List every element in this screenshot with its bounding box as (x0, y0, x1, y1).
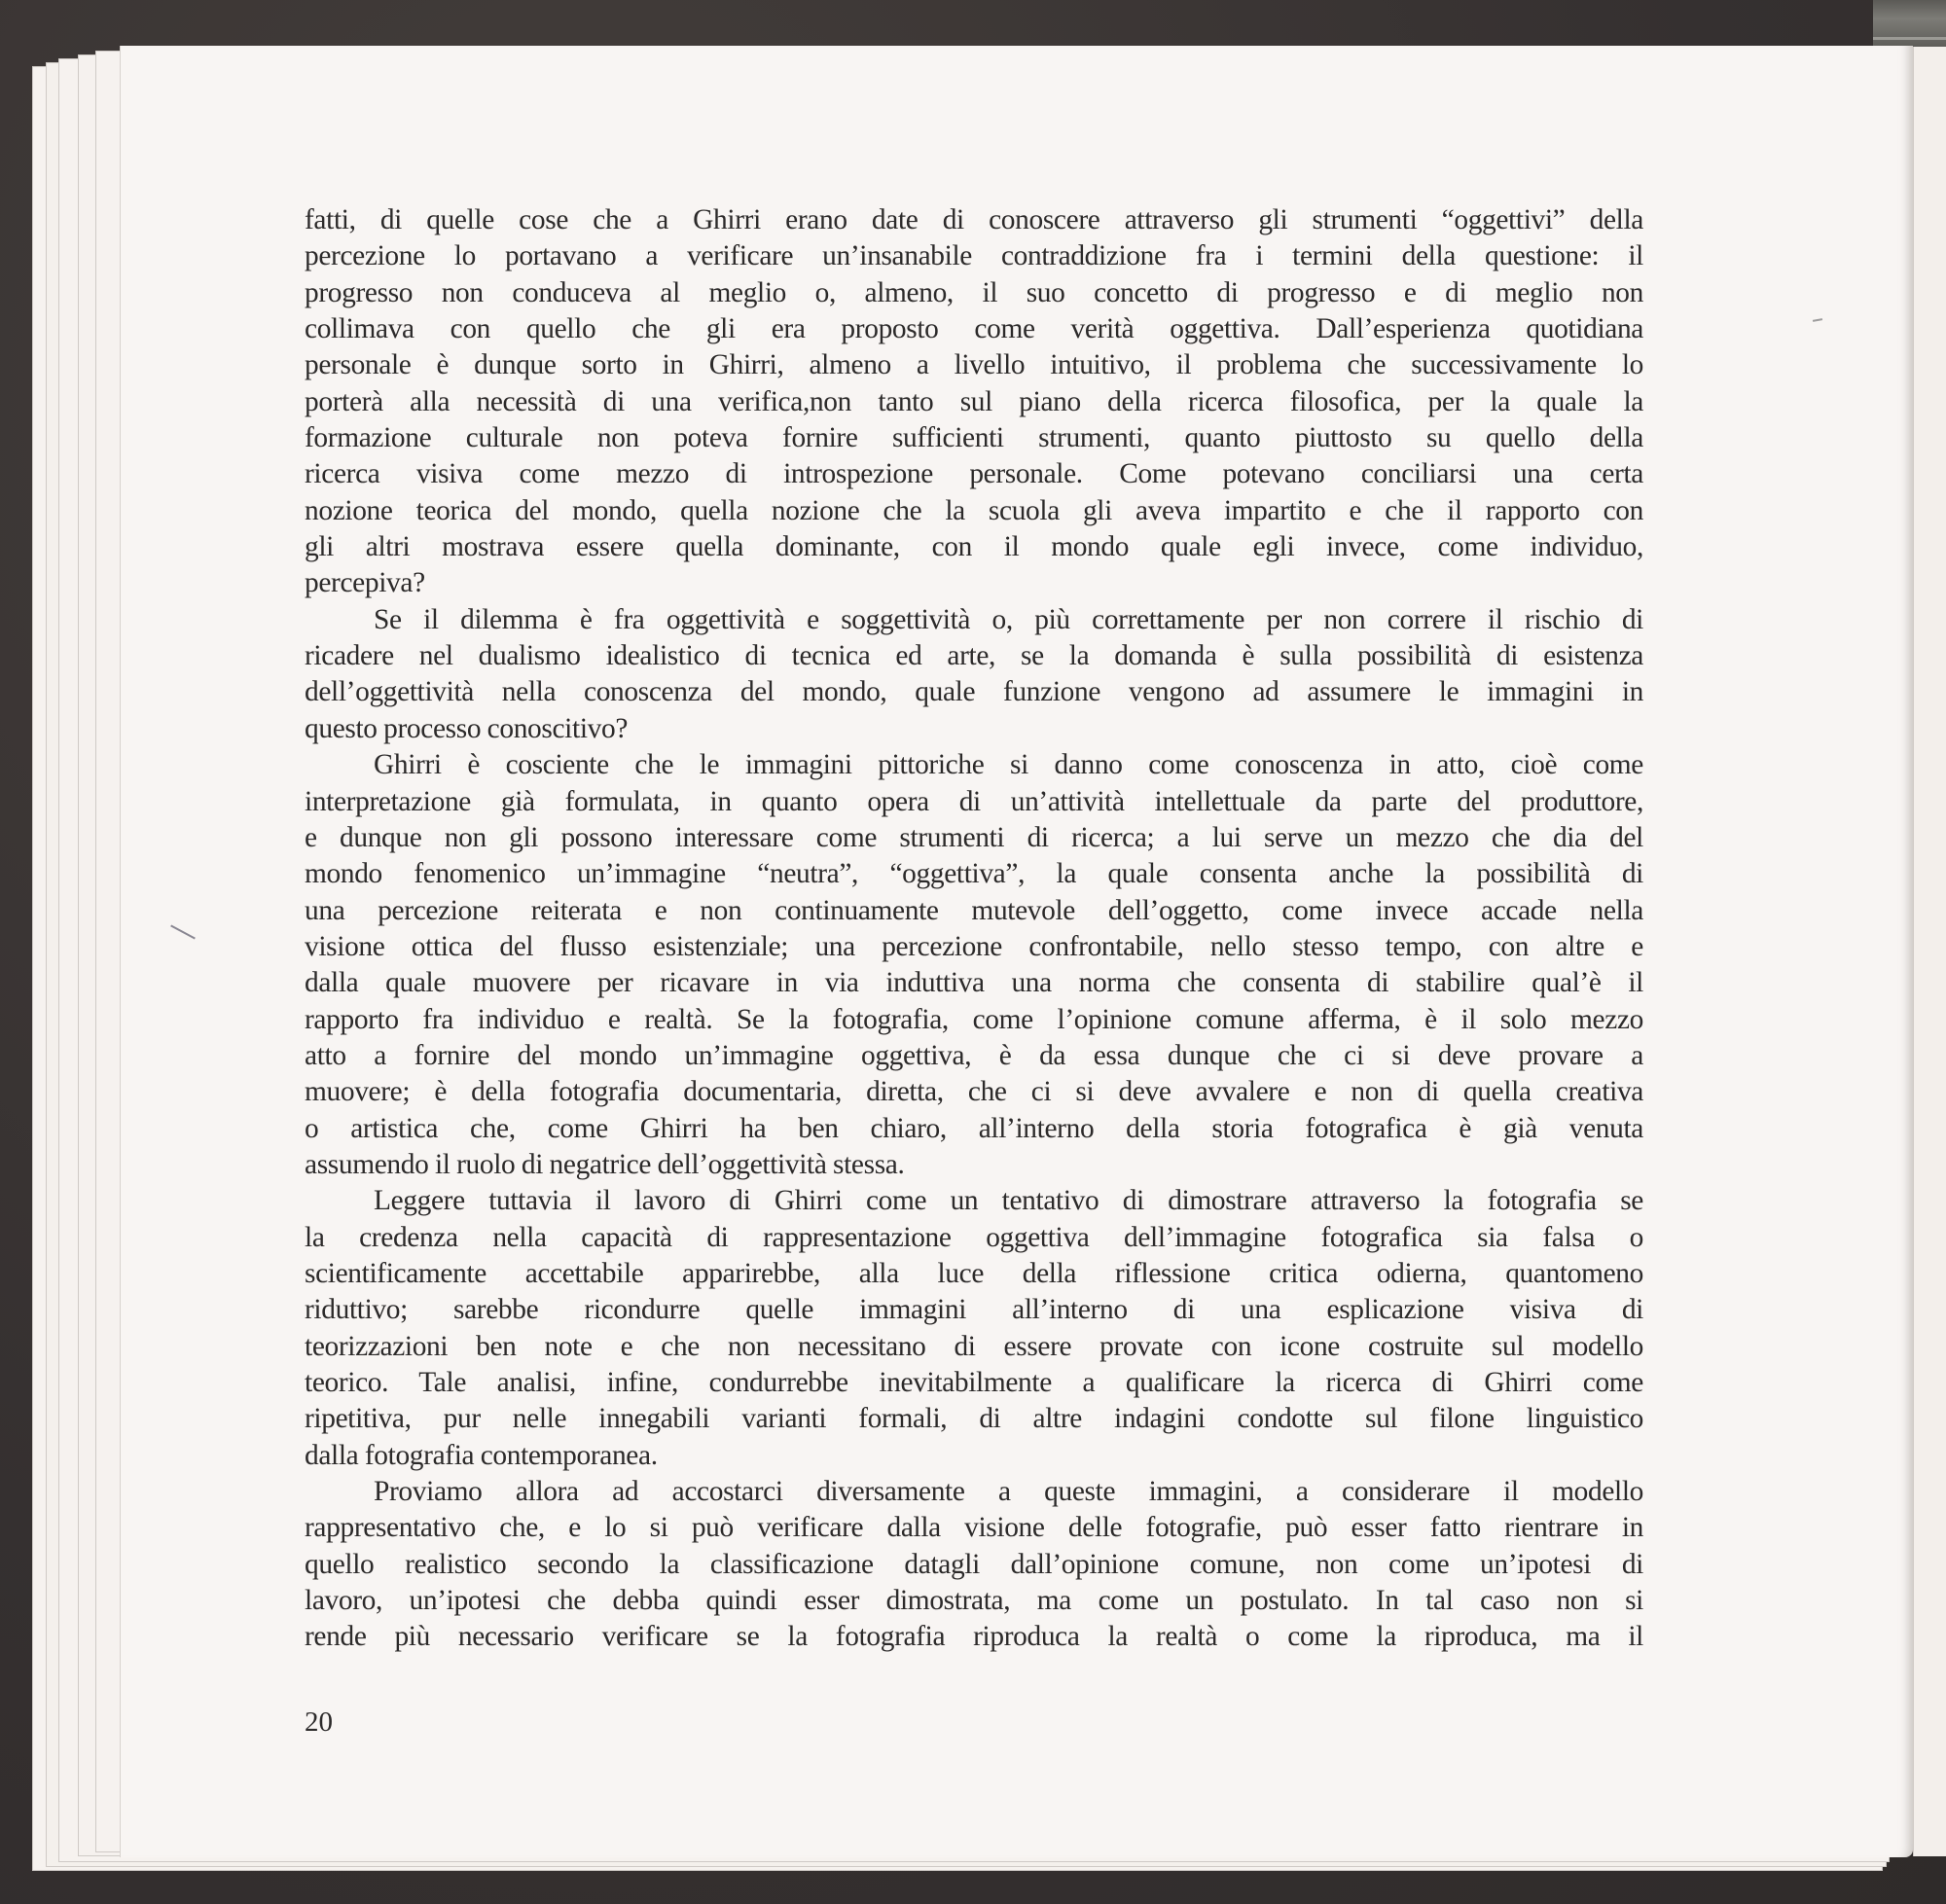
text-line: visione ottica del flusso esistenziale; una percezione confrontabile, nello stesso tempo, con altre e (305, 930, 1643, 962)
text-line: Leggere tuttavia il lavoro di Ghirri come un tentativo di dimostrare attraverso la fotografia se (374, 1185, 1643, 1217)
text-line: dalla fotografia contemporanea. (305, 1439, 658, 1471)
text-line: ripetitiva, pur nelle innegabili varianti formali, di altre indagini condotte sul filone linguistico (305, 1403, 1643, 1435)
page-number: 20 (305, 1706, 333, 1738)
text-line: mondo fenomenico un’immagine “neutra”, “oggettiva”, la quale consenta anche la possibilità di (305, 858, 1643, 890)
text-line: nozione teorica del mondo, quella nozione che la scuola gli aveva impartito e che il rapporto con (305, 494, 1643, 526)
text-line: formazione culturale non poteva fornire sufficienti strumenti, quanto piuttosto su quello della (305, 422, 1643, 454)
text-line: una percezione reiterata e non continuamente mutevole dell’oggetto, come invece accade nella (305, 894, 1643, 926)
text-line: fatti, di quelle cose che a Ghirri erano date di conoscere attraverso gli strumenti “oggettivi” della (305, 204, 1643, 235)
text-line: Ghirri è cosciente che le immagini pittoriche si danno come conoscenza in atto, cioè come (374, 749, 1643, 781)
text-line: la credenza nella capacità di rappresentazione oggettiva dell’immagine fotografica sia falsa o (305, 1221, 1643, 1253)
text-line: scientificamente accettabile apparirebbe, alla luce della riflessione critica odierna, quantomeno (305, 1257, 1643, 1289)
text-line: lavoro, un’ipotesi che debba quindi esser dimostrata, ma come un postulato. In tal caso non si (305, 1585, 1643, 1617)
text-line: personale è dunque sorto in Ghirri, almeno a livello intuitivo, il problema che successivamente lo (305, 349, 1643, 381)
text-line: rapporto fra individuo e realtà. Se la fotografia, come l’opinione comune afferma, è il solo mezzo (305, 1003, 1643, 1035)
text-line: ricerca visiva come mezzo di introspezione personale. Come potevano conciliarsi una certa (305, 458, 1643, 490)
text-line: rende più necessario verificare se la fotografia riproduca la realtà o come la riproduca, ma il (305, 1621, 1643, 1653)
text-line: questo processo conoscitivo? (305, 712, 629, 744)
text-line: teorico. Tale analisi, infine, condurrebbe inevitabilmente a qualificare la ricerca di Ghirri come (305, 1367, 1643, 1398)
text-line: Se il dilemma è fra oggettività e soggettività o, più correttamente per non correre il rischio di (374, 603, 1643, 635)
paragraph (305, 602, 1643, 747)
text-line: teorizzazioni ben note e che non necessitano di essere provate con icone costruite sul modello (305, 1330, 1643, 1362)
text-line: rappresentativo che, e lo si può verificare dalla visione delle fotografie, può esser fatto rientrare in (305, 1512, 1643, 1544)
text-line: assumendo il ruolo di negatrice dell’oggettività stessa. (305, 1148, 905, 1180)
text-line: quello realistico secondo la classificazione datagli dall’opinione comune, non come un’ipotesi di (305, 1548, 1643, 1580)
body-text (305, 202, 1643, 1656)
text-line: percezione lo portavano a verificare un’insanabile contraddizione fra i termini della questione: il (305, 240, 1643, 272)
text-line: gli altri mostrava essere quella dominante, con il mondo quale egli invece, come individuo, (305, 531, 1643, 563)
text-line: Proviamo allora ad accostarci diversamente a queste immagini, a considerare il modello (374, 1476, 1643, 1508)
text-line: ricadere nel dualismo idealistico di tecnica ed arte, se la domanda è sulla possibilità di esistenza (305, 640, 1643, 672)
text-line: dalla quale muovere per ricavare in via induttiva una norma che consenta di stabilire qual’è il (305, 967, 1643, 999)
text-line: riduttivo; sarebbe ricondurre quelle immagini all’interno di una esplicazione visiva di (305, 1294, 1643, 1326)
text-line: o artistica che, come Ghirri ha ben chiaro, all’interno della storia fotografica è già venuta (305, 1112, 1643, 1144)
text-line: atto a fornire del mondo un’immagine oggettiva, è da essa dunque che ci si deve provare a (305, 1039, 1643, 1071)
text-line: percepiva? (305, 567, 425, 599)
binding-edge (1873, 37, 1946, 40)
text-line: porterà alla necessità di una verifica,non tanto sul piano della ricerca filosofica, per la quale la (305, 385, 1643, 417)
text-line: collimava con quello che gli era proposto come verità oggettiva. Dall’esperienza quotidiana (305, 313, 1643, 345)
paragraph (305, 747, 1643, 1183)
text-line: e dunque non gli possono interessare come strumenti di ricerca; a lui serve un mezzo che dia del (305, 821, 1643, 853)
adjacent-page-edge (1913, 47, 1946, 1856)
paragraph (305, 1183, 1643, 1474)
text-line: interpretazione già formulata, in quanto opera di un’attività intellettuale da parte del produttore, (305, 785, 1643, 817)
paragraph (305, 1474, 1643, 1656)
text-line: progresso non conduceva al meglio o, almeno, il suo concetto di progresso e di meglio non (305, 276, 1643, 308)
text-line: muovere; è della fotografia documentaria, diretta, che ci si deve avvalere e non di quella creativa (305, 1076, 1643, 1108)
text-line: dell’oggettività nella conoscenza del mondo, quale funzione vengono ad assumere le immagini in (305, 676, 1643, 708)
paragraph (305, 202, 1643, 602)
